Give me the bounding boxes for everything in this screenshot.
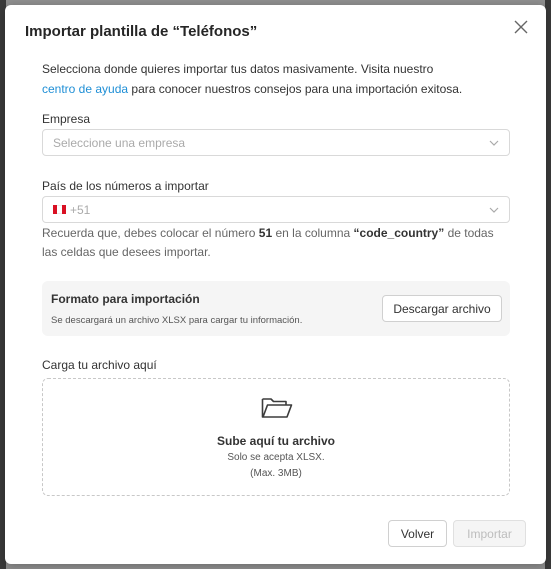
hint-column: “code_country” <box>353 226 445 240</box>
hint-text-1: Recuerda que, debes colocar el número <box>42 226 259 240</box>
folder-open-icon <box>261 396 293 420</box>
modal-title: Importar plantilla de “Teléfonos” <box>25 23 258 40</box>
format-title: Formato para importación <box>51 292 200 306</box>
upload-label: Carga tu archivo aquí <box>42 358 157 372</box>
file-dropzone[interactable] <box>42 378 510 496</box>
country-code-value: +51 <box>70 202 91 217</box>
help-center-link[interactable]: centro de ayuda <box>42 82 129 96</box>
dropzone-accepts: Solo se acepta XLSX. <box>227 452 325 463</box>
country-label: País de los números a importar <box>42 179 209 193</box>
hint-text-2: en la columna <box>272 226 354 240</box>
hint-text-3: de todas las celdas que desees importar. <box>42 226 494 259</box>
import-modal <box>5 5 546 564</box>
company-select[interactable] <box>42 129 510 156</box>
country-select[interactable] <box>42 196 510 223</box>
chevron-down-icon <box>489 205 499 215</box>
download-file-button[interactable]: Descargar archivo <box>382 295 502 322</box>
back-button[interactable]: Volver <box>388 520 447 547</box>
intro-text <box>42 59 512 99</box>
format-panel <box>42 281 510 336</box>
dropzone-max-size: (Max. 3MB) <box>250 468 302 479</box>
dropzone-title: Sube aquí tu archivo <box>216 434 336 448</box>
country-hint <box>42 224 512 262</box>
peru-flag-icon <box>53 205 66 214</box>
chevron-down-icon <box>489 138 499 148</box>
close-icon[interactable] <box>512 18 530 36</box>
company-placeholder: Seleccione una empresa <box>53 135 186 150</box>
hint-number: 51 <box>258 226 273 240</box>
format-description: Se descargará un archivo XLSX para cargar tu información. <box>51 315 303 326</box>
company-label: Empresa <box>42 112 91 126</box>
import-button[interactable]: Importar <box>453 520 526 547</box>
intro-text-main: Selecciona donde quieres importar tus datos masivamente. Visita nuestro <box>42 62 434 76</box>
intro-text-rest: para conocer nuestros consejos para una importación exitosa. <box>128 82 463 96</box>
